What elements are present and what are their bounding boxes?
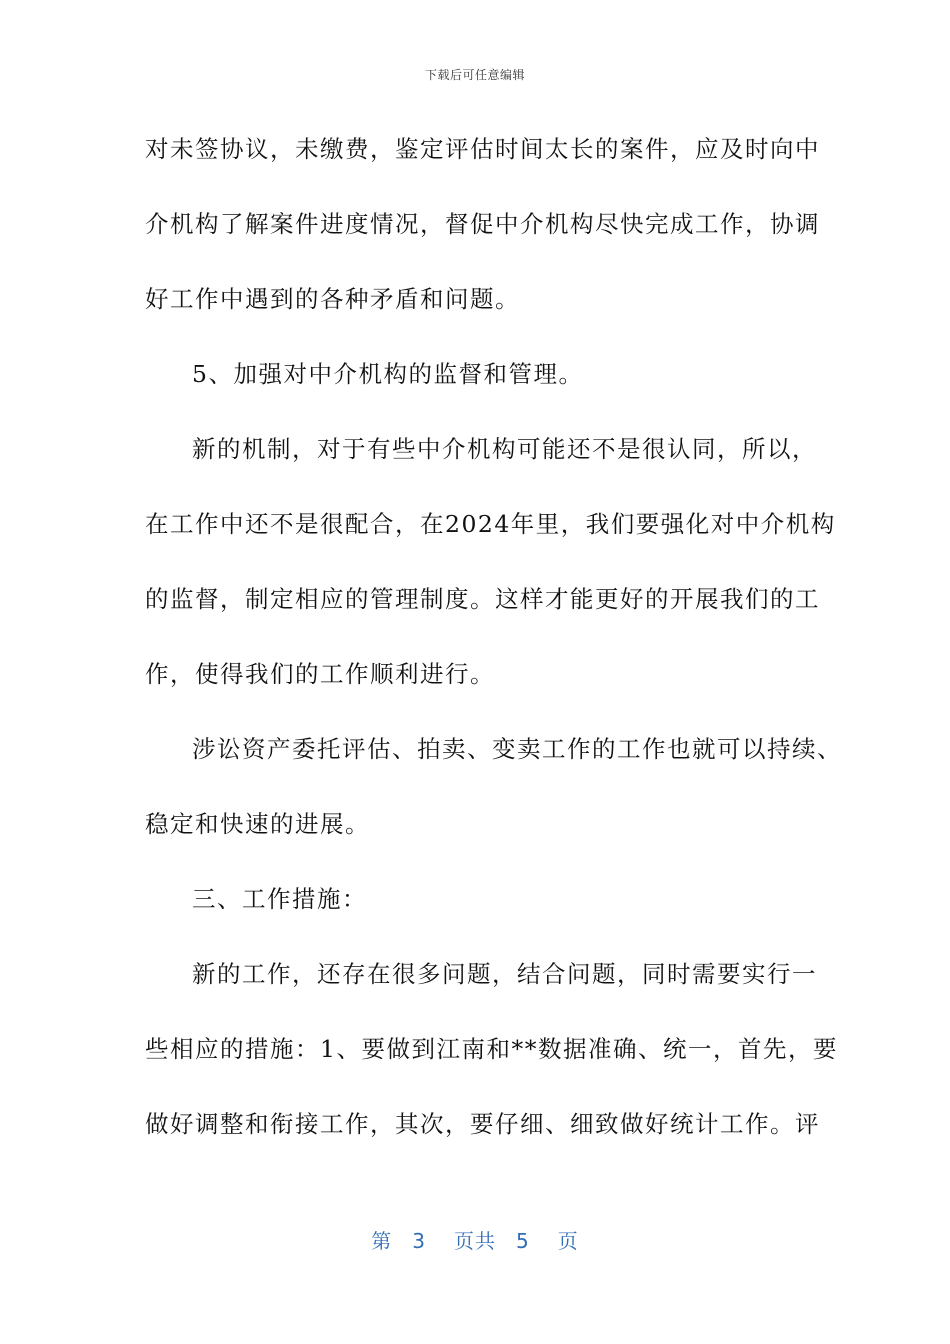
section-heading: 5、加强对中介机构的监督和管理。 (192, 360, 584, 388)
paragraph-line: 新的工作，还存在很多问题，结合问题，同时需要实行一 (192, 960, 817, 988)
paragraph-line: 些相应的措施：1、要做到江南和**数据准确、统一，首先，要 (145, 1035, 838, 1063)
paragraph-line: 涉讼资产委托评估、拍卖、变卖工作的工作也就可以持续、 (192, 735, 842, 763)
paragraph-line: 新的机制，对于有些中介机构可能还不是很认同，所以， (192, 435, 817, 463)
footer-middle: 页共 (454, 1229, 496, 1253)
paragraph-line: 在工作中还不是很配合，在2024年里，我们要强化对中介机构 (145, 510, 836, 538)
header-note: 下载后可任意编辑 (424, 68, 525, 82)
paragraph-line: 好工作中遇到的各种矛盾和问题。 (145, 285, 520, 313)
footer-total-pages: 5 (516, 1229, 530, 1253)
paragraph-line: 作，使得我们的工作顺利进行。 (145, 660, 495, 688)
section-heading: 三、工作措施： (192, 885, 367, 913)
paragraph-line: 介机构了解案件进度情况，督促中介机构尽快完成工作，协调 (145, 210, 820, 238)
footer-suffix: 页 (557, 1229, 579, 1253)
paragraph-line: 对未签协议，未缴费，鉴定评估时间太长的案件，应及时向中 (145, 135, 820, 163)
page-footer (0, 1225, 950, 1254)
footer-prefix: 第 (371, 1229, 393, 1253)
footer-current-page: 3 (412, 1229, 426, 1253)
paragraph-line: 做好调整和衔接工作，其次，要仔细、细致做好统计工作。评 (145, 1110, 820, 1138)
paragraph-line: 稳定和快速的进展。 (145, 810, 370, 838)
paragraph-line: 的监督，制定相应的管理制度。这样才能更好的开展我们的工 (145, 585, 820, 613)
